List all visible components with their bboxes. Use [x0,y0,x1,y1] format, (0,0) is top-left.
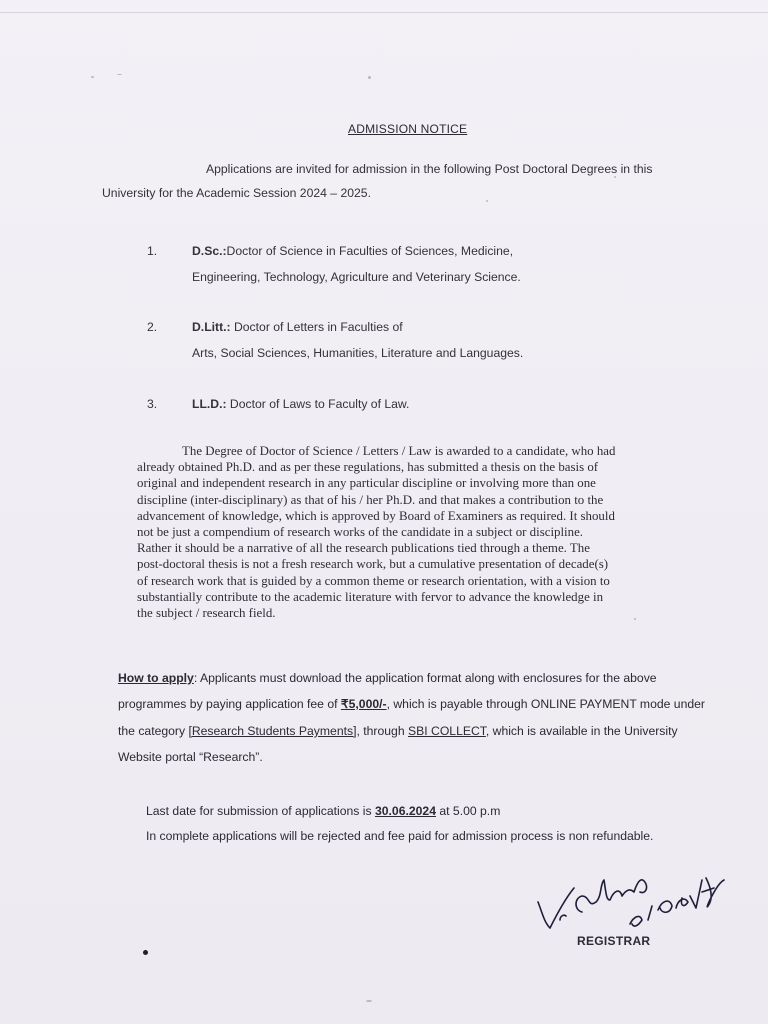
how-to-apply-line-3 [118,724,678,738]
description-line: discipline (inter-disciplinary) as that of his / her Ph.D. and that makes a contribution to the [137,492,604,507]
how-to-apply-line-1 [118,671,657,685]
notice-title: ADMISSION NOTICE [348,122,468,136]
degree-code: LL.D.: [192,397,227,411]
deadline-line [146,804,500,818]
description-line: already obtained Ph.D. and as per these regulations, has submitted a thesis on the basis of [137,460,599,475]
degree-dsc-line-2: Engineering, Technology, Agriculture and Veterinary Science. [192,270,521,284]
description-line: the subject / research field. [137,606,276,621]
description-line: substantially contribute to the academic literature with fervor to advance the knowledge in [137,589,604,604]
description-line: not be just a compendium of research works of the candidate in a subject or discipline. [137,525,584,540]
scan-speck [634,618,636,620]
degree-dlitt-line-2: Arts, Social Sciences, Humanities, Literature and Languages. [192,346,524,360]
how-to-apply-label: How to apply [118,671,194,685]
degree-dlitt-line-1 [192,320,403,334]
degree-code: D.Litt.: [192,320,231,334]
payment-category: [Research Students Payments] [188,724,357,738]
apply-text: , which is available in the University [485,724,678,738]
description-paragraph [137,443,717,621]
scan-speck [368,76,371,79]
scan-speck [117,74,122,75]
refund-note: In complete applications will be rejected and fee paid for admission process is non refundable. [146,829,654,843]
sbi-collect: SBI COLLECT [407,724,486,738]
registrar-title: REGISTRAR [577,934,651,948]
intro-line-2: University for the Academic Session 2024 – 2025. [102,186,371,200]
degree-dsc-line-1 [192,244,513,258]
description-line: post-doctoral thesis is not a fresh research work, but a cumulative presentation of decade(s) [137,557,609,572]
description-line: of research work that is guided by a common theme or research orientation, with a vision to [137,573,610,588]
description-line: The Degree of Doctor of Science / Letters / Law is awarded to a candidate, who had [182,444,616,458]
how-to-apply-line-4: Website portal “Research”. [118,750,263,764]
description-line: original and independent research in any particular discipline or involving more than one [137,476,596,491]
scan-edge-line [0,12,768,13]
degree-number: 3. [147,397,158,411]
scan-speck [486,200,488,202]
apply-text: , through [356,724,408,738]
scan-speck [91,76,94,78]
deadline-time: at 5.00 p.m [435,804,501,818]
scan-speck [614,176,616,178]
intro-line-1: Applications are invited for admission in the following Post Doctoral Degrees in this [206,162,653,176]
apply-text: programmes by paying application fee of [118,697,341,711]
description-line: Rather it should be a narrative of all the research publications tied through a theme. The [137,541,590,556]
deadline-date: 30.06.2024 [374,804,436,818]
description-line: advancement of knowledge, which is approved by Board of Examiners as required. It should [137,508,615,523]
degree-text: Doctor of Letters in Faculties of [230,320,403,334]
degree-number: 2. [147,320,158,334]
apply-text: , which is payable through ONLINE PAYMENT mode under [386,697,705,711]
degree-number: 1. [147,244,158,258]
deadline-text: Last date for submission of applications is [146,804,375,818]
application-fee: ₹5,000/- [340,697,387,711]
scan-speck [366,1000,372,1002]
bullet-mark [143,950,148,955]
degree-code: D.Sc.: [192,244,227,258]
how-to-apply-line-2 [118,697,705,711]
degree-text: Doctor of Science in Faculties of Sciences, Medicine, [226,244,514,258]
degree-text: Doctor of Laws to Faculty of Law. [226,397,410,411]
registrar-signature [530,850,730,940]
degree-lld-line-1 [192,397,409,411]
apply-text: the category [118,724,189,738]
how-to-apply-text: : Applicants must download the application format along with enclosures for the above [193,671,657,685]
